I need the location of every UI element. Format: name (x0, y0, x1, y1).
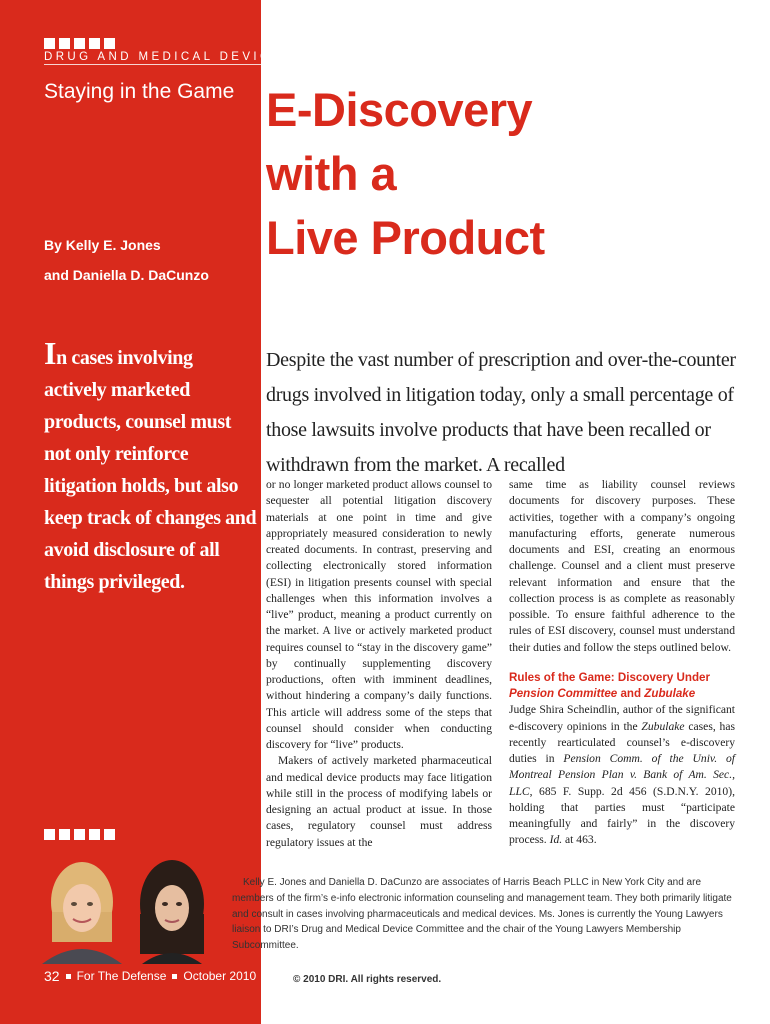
section-divider (44, 64, 280, 65)
drop-cap: I (44, 335, 57, 371)
footer-bullet-icon (172, 974, 177, 979)
kicker: Staying in the Game (44, 80, 235, 103)
body-paragraph: Judge Shira Scheindlin, author of the significant e-discovery opinions in the Zubulake cases, has recently rearticulated counsel’s e-discovery duties in Pension Comm. of the Univ. of Montreal Pension Plan v. Bank of Am. Sec., LLC, 685 F. Supp. 2d 456 (S.D.N.Y. 2010), holding that parties must “participate meaningfully and fairly” in the discovery process. Id. at 463. (509, 703, 735, 847)
copyright-notice: © 2010 DRI. All rights reserved. (293, 974, 442, 985)
pull-quote (44, 337, 259, 598)
author-line-1: By Kelly E. Jones (44, 237, 161, 253)
title-line-2: with a (266, 147, 397, 200)
body-paragraph: or no longer marketed product allows counsel to sequester all potential litigation discovery materials at one point in time and give appropriately measured consideration to newly created documents. In contrast, preserving and collecting electronically stored information (ESI) in litigation presents counsel with special challenges when this information involves a “live” product, meaning a product currently on the market. A live or actively marketed product requires counsel to “stay in the discovery game” by continually supplementing discovery productions, often with imminent deadlines, without hindering a company’s daily functions. This article will address some of the steps that counsel should consider when conducting discovery for “live” products. (266, 478, 492, 751)
title-line-1: E-Discovery (266, 83, 533, 136)
publication-name: For The Defense (76, 969, 167, 983)
body-paragraph: Makers of actively marketed pharmaceutical and medical device products may face litigation while still in the process of modifying labels or designing an actual product at issue. In those cases, regulatory counsel must address regulatory issues at the (266, 754, 492, 849)
title-line-3: Live Product (266, 211, 545, 264)
decorative-squares-bottom (44, 829, 115, 840)
body-paragraph: same time as liability counsel reviews documents for discovery purposes. These activities, together with a company’s ongoing manufacturing efforts, generate numerous documents and ESI, creating an enormous challenge. Counsel and a client must preserve relevant information and ensure that the collection process is as complete as reasonably possible. To ensure faithful adherence to the rules of ESI discovery, counsel must understand their duties and follow the steps outlined below. (509, 478, 735, 654)
page-footer (44, 968, 256, 984)
body-column-2 (509, 477, 735, 849)
author-photo-dacunzo (132, 856, 212, 964)
author-bio (232, 875, 737, 954)
page-number: 32 (44, 968, 60, 984)
author-photo-jones (42, 856, 122, 964)
article-title (266, 78, 545, 270)
author-bio-text: Kelly E. Jones and Daniella D. DaCunzo are associates of Harris Beach PLLC in New York City and are members of the firm’s e-info electronic information counseling and management team. They both primarily litigate and consult in cases involving pharmaceuticals and medical devices. Ms. Jones is currently the Young Lawyers liaison to DRI’s Drug and Medical Device Committee and the chair of the Young Lawyers Membership Subcommittee. (232, 877, 732, 952)
publication-date: October 2010 (183, 969, 257, 983)
section-subheading: Rules of the Game: Discovery Under Pension Committee and Zubulake (509, 670, 711, 700)
pull-quote-text: n cases involving actively marketed products, counsel must not only reinforce litigation holds, but also keep track of changes and avoid disclosure of all things privileged. (44, 347, 257, 593)
footer-bullet-icon (66, 974, 71, 979)
lead-paragraph: Despite the vast number of prescription and over-the-counter drugs involved in litigation today, only a small percentage of those lawsuits involve products that have been recalled or withdrawn from the market. A recalled (266, 349, 736, 476)
decorative-squares-top (44, 38, 115, 49)
section-label: DRUG AND MEDICAL DEVICE (44, 51, 283, 63)
author-line-2: and Daniella D. DaCunzo (44, 267, 209, 283)
bio-bullet-icon (232, 878, 239, 885)
body-column-1 (266, 477, 492, 851)
